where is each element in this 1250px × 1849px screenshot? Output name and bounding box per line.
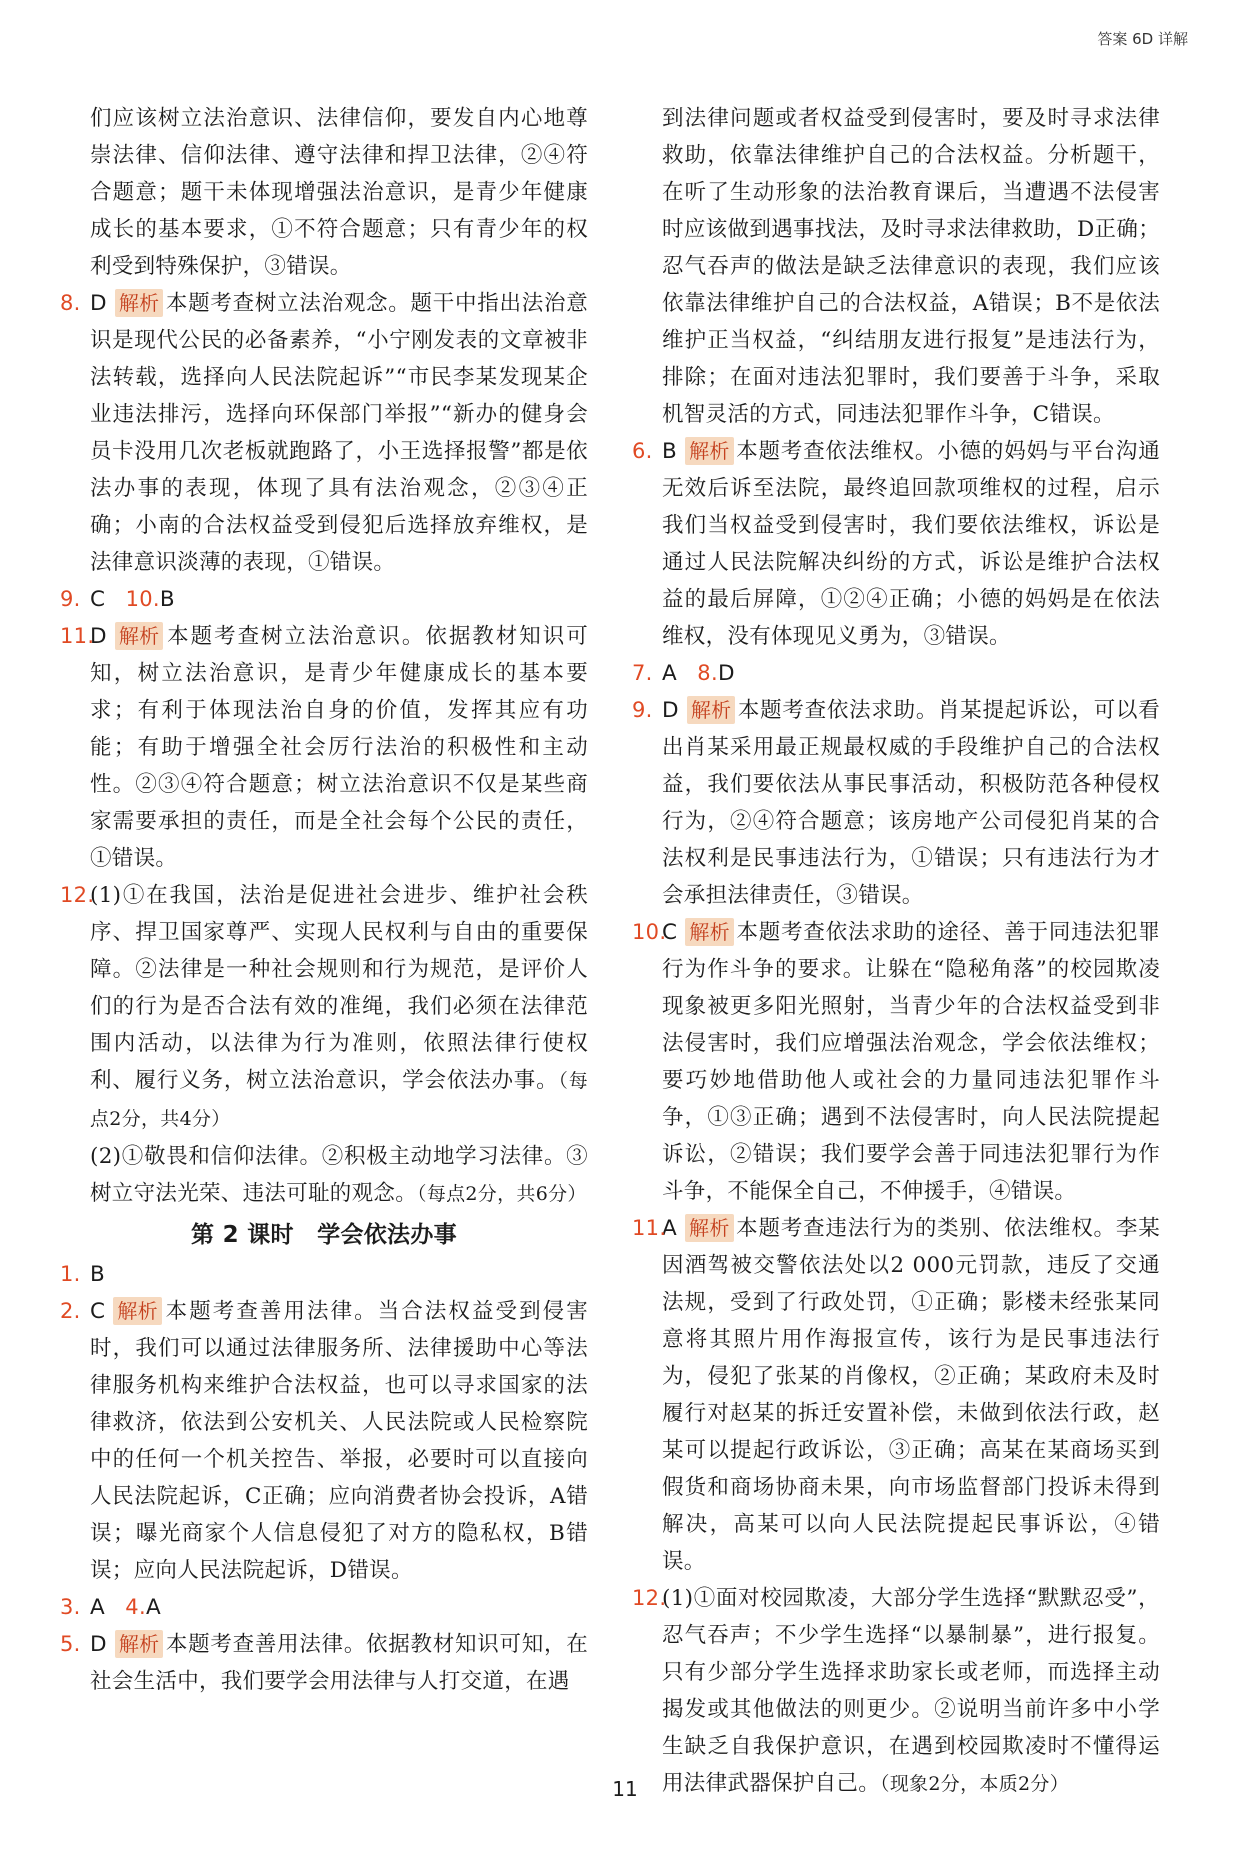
answer-part-2: (2)①敬畏和信仰法律。②积极主动地学习法律。③树立守法光荣、违法可耻的观念。 — [90, 1144, 588, 1206]
question-11 — [60, 618, 588, 877]
answer-letter: C — [90, 587, 106, 612]
analysis-tag: 解析 — [687, 696, 736, 724]
analysis-text: 本题考查善用法律。当合法权益受到侵害时，我们可以通过法律服务所、法律援助中心等法律服务机构来维护合法权益，也可以寻求国家的法律救济，依法到公安机关、人民法院或人民检察院中的任何一个机关控告、举报，必要时可以直接向人民法院起诉，C正确；应向消费者协会投诉，A错误；曝光商家个人信息侵犯了对方的隐私权，B错误；应向人民法院起诉，D错误。 — [90, 1299, 588, 1583]
question-number: 9. — [60, 587, 81, 611]
question-6 — [632, 433, 1160, 655]
answer-letter: D — [90, 1632, 107, 1657]
question-number: 3. — [60, 1595, 81, 1619]
page-header: 答案 6D 详解 — [1097, 30, 1188, 48]
question-number: 10. — [125, 587, 160, 611]
analysis-text: 本题考查树立法治观念。题干中指出法治意识是现代公民的必备素养，“小宁刚发表的文章被非法转载，选择向人民法院起诉”“市民李某发现某企业违法排污，选择向环保部门举报”“新办的健身会员卡没用几次老板就跑路了，小王选择报警”都是依法办事的表现，体现了具有法治观念，②③④正确；小南的合法权益受到侵犯后选择放弃维权，是法律意识淡薄的表现，①错误。 — [90, 291, 588, 575]
question-12 — [632, 1580, 1160, 1803]
answer-letter: D — [662, 698, 679, 723]
answer-letter: A — [90, 1595, 106, 1620]
question-number: 9. — [632, 698, 653, 722]
analysis-text: 本题考查树立法治意识。依据教材知识可知，树立法治意识，是青少年健康成长的基本要求；有利于体现法治自身的价值，发挥其应有功能；有助于增强全社会厉行法治的积极性和主动性。②③④符合题意；树立法治意识不仅是某些商家需要承担的责任，而是全社会每个公民的责任，①错误。 — [90, 624, 588, 871]
analysis-text: 本题考查依法求助的途径、善于同违法犯罪行为作斗争的要求。让躲在“隐秘角落”的校园欺凌现象被更多阳光照射，当青少年的合法权益受到非法侵害时，我们应增强法治观念，学会依法维权；要巧妙地借助他人或社会的力量同违法犯罪作斗争，①③正确；遇到不法侵害时，向人民法院提起诉讼，②错误；我们要学会善于同违法犯罪行为作斗争，不能保全自己，不伸援手，④错误。 — [662, 920, 1160, 1204]
analysis-text: 本题考查依法维权。小德的妈妈与平台沟通无效后诉至法院，最终追回款项维权的过程，启示我们当权益受到侵害时，我们要依法维权，诉讼是通过人民法院解决纠纷的方式，诉讼是维护合法权益的最后屏障，①②④正确；小德的妈妈是在依法维权，没有体现见义勇为，③错误。 — [662, 439, 1160, 649]
score-note: （每点2分，共4分） — [90, 1070, 588, 1130]
analysis-text: 本题考查依法求助。肖某提起诉讼，可以看出肖某采用最正规最权威的手段维护自己的合法权益，我们要依法从事民事活动，积极防范各种侵权行为，②④符合题意；该房地产公司侵犯肖某的合法权利是民事违法行为，①错误；只有违法行为才会承担法律责任，③错误。 — [662, 698, 1160, 908]
question-10 — [632, 914, 1160, 1210]
analysis-tag: 解析 — [115, 622, 164, 650]
paragraph-continued: 们应该树立法治意识、法律信仰，要发自内心地尊崇法律、信仰法律、遵守法律和捍卫法律，②④符合题意；题干未体现增强法治意识，是青少年健康成长的基本要求，①不符合题意；只有青少年的权利受到特殊保护，③错误。 — [90, 106, 588, 279]
paragraph-continued: 到法律问题或者权益受到侵害时，要及时寻求法律救助，依靠法律维护自己的合法权益。分析题干，在听了生动形象的法治教育课后，当遭遇不法侵害时应该做到遇事找法，及时寻求法律救助，D正确；忍气吞声的做法是缺乏法律意识的表现，我们应该依靠法律维护自己的合法权益，A错误；B不是依法维护正当权益，“纠结朋友进行报复”是违法行为，排除；在面对违法犯罪时，我们要善于斗争，采取机智灵活的方式，同违法犯罪作斗争，C错误。 — [662, 106, 1160, 427]
question-2 — [60, 1293, 588, 1589]
analysis-text: 本题考查善用法律。依据教材知识可知，在社会生活中，我们要学会用法律与人打交道，在遇 — [90, 1632, 588, 1694]
section-title: 第 2 课时 学会依法办事 — [191, 1222, 457, 1248]
question-number: 5. — [60, 1632, 81, 1656]
analysis-tag: 解析 — [685, 918, 734, 946]
score-note: （现象2分，本质2分） — [880, 1773, 1069, 1795]
question-number: 7. — [632, 661, 653, 685]
question-9 — [632, 692, 1160, 914]
answer-letter: B — [159, 587, 175, 612]
question-1 — [60, 1256, 588, 1293]
question-number: 12. — [60, 883, 95, 907]
page-number: 11 — [612, 1777, 638, 1801]
score-note: （每点2分，共6分） — [417, 1183, 587, 1205]
question-number: 11. — [632, 1216, 667, 1240]
question-number: 10. — [632, 920, 667, 944]
answer-letter: B — [662, 439, 678, 464]
answer-letter: D — [717, 661, 735, 686]
answer-letter: B — [90, 1262, 106, 1287]
analysis-tag: 解析 — [685, 437, 734, 465]
answer-letter: A — [662, 1216, 678, 1241]
question-8 — [60, 285, 588, 581]
question-number: 8. — [697, 661, 718, 685]
question-12 — [60, 877, 588, 1213]
question-number: 4. — [125, 1595, 146, 1619]
question-number: 2. — [60, 1299, 81, 1323]
question-number: 12. — [632, 1586, 667, 1610]
question-3-4 — [60, 1589, 588, 1626]
answer-letter: C — [662, 920, 678, 945]
question-9-10 — [60, 581, 588, 618]
analysis-text: 本题考查违法行为的类别、依法维权。李某因酒驾被交警依法处以2 000元罚款，违反了交通法规，受到了行政处罚，①正确；影楼未经张某同意将其照片用作海报宣传，该行为是民事违法行为，侵犯了张某的肖像权，②正确；某政府未及时履行对赵某的拆迁安置补偿，未做到依法行政，赵某可以提起行政诉讼，③正确；高某在某商场买到假货和商场协商未果，向市场监督部门投诉未得到解决，高某可以向人民法院提起民事诉讼，④错误。 — [662, 1216, 1160, 1574]
analysis-tag: 解析 — [115, 1630, 164, 1658]
right-column — [632, 100, 1160, 1803]
answer-letter: D — [90, 291, 107, 316]
answer-letter: A — [145, 1595, 161, 1620]
question-number: 6. — [632, 439, 653, 463]
analysis-tag: 解析 — [115, 289, 164, 317]
question-number: 11. — [60, 624, 95, 648]
answer-part-1: (1)①在我国，法治是促进社会进步、维护社会秩序、捍卫国家尊严、实现人民权利与自由的重要保障。②法律是一种社会规则和行为规范，是评价人们的行为是否合法有效的准绳，我们必须在法律范围内活动，以法律为行为准则，依照法律行使权利、履行义务，树立法治意识，学会依法办事。 — [90, 883, 588, 1093]
analysis-tag: 解析 — [113, 1297, 162, 1325]
question-5 — [60, 1626, 588, 1700]
analysis-tag: 解析 — [685, 1214, 734, 1242]
question-number: 8. — [60, 291, 81, 315]
answer-letter: A — [662, 661, 678, 686]
question-number: 1. — [60, 1262, 81, 1286]
question-11 — [632, 1210, 1160, 1580]
question-7-8 — [632, 655, 1160, 692]
left-column — [60, 100, 588, 1700]
answer-letter: C — [90, 1299, 106, 1324]
answer-part-1: (1)①面对校园欺凌，大部分学生选择“默默忍受”，忍气吞声；不少学生选择“以暴制暴”，进行报复。只有少部分学生选择求助家长或老师，而选择主动揭发或其他做法的则更少。②说明当前许多中小学生缺乏自我保护意识，在遇到校园欺凌时不懂得运用法律武器保护自己。 — [662, 1586, 1160, 1796]
answer-letter: D — [90, 624, 107, 649]
